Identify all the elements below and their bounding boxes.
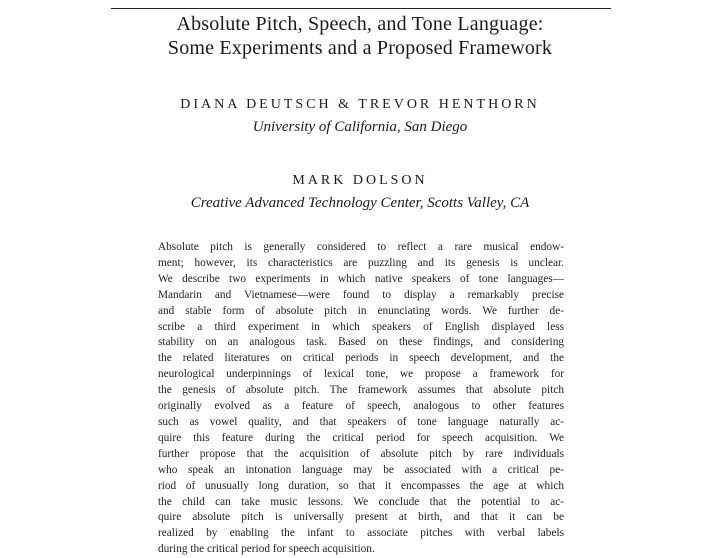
abstract-line: quire this feature during the critical period for speech acquisition. We bbox=[158, 431, 564, 444]
abstract-line: stability on an analogous task. Based on these findings, and considering bbox=[158, 336, 564, 349]
abstract-line: such as vowel quality, and that speakers of tone language naturally ac- bbox=[158, 415, 564, 428]
top-rule-divider bbox=[111, 8, 611, 9]
abstract-line: realized by enabling the infant to associate pitches with verbal labels bbox=[158, 527, 564, 540]
abstract-line: scribe a third experiment in which speakers of English displayed less bbox=[158, 320, 564, 333]
abstract-line: originally evolved as a feature of speech, analogous to other features bbox=[158, 400, 564, 413]
abstract bbox=[158, 240, 564, 558]
abstract-line: Absolute pitch is generally considered to reflect a rare musical endow- bbox=[158, 241, 564, 253]
author-affiliation-2: Creative Advanced Technology Center, Scotts Valley, CA bbox=[190, 195, 530, 211]
abstract-line: who speak an intonation language may be associated with a critical pe- bbox=[158, 463, 564, 476]
abstract-line: We describe two experiments in which native speakers of tone languages— bbox=[158, 272, 564, 285]
abstract-line: ment; however, its characteristics are puzzling and its genesis is unclear. bbox=[158, 256, 564, 269]
abstract-line: quire absolute pitch is universally present at birth, and that it can be bbox=[158, 511, 564, 524]
abstract-line: the related literatures on critical periods in speech development, and the bbox=[158, 352, 564, 365]
abstract-line: further propose that the acquisition of absolute pitch by rare individuals bbox=[158, 447, 564, 460]
author-affiliation-1: University of California, San Diego bbox=[252, 119, 468, 135]
author-names-2: MARK DOLSON bbox=[292, 173, 428, 188]
abstract-line: neurological underpinnings of lexical tone, we propose a framework for bbox=[158, 368, 564, 381]
paper-title-line-2: Some Experiments and a Proposed Framework bbox=[167, 37, 553, 59]
abstract-line: during the critical period for speech acquisition. bbox=[158, 543, 375, 556]
author-names-1: DIANA DEUTSCH & TREVOR HENTHORN bbox=[180, 97, 540, 112]
abstract-line: the genesis of absolute pitch. The framework assumes that absolute pitch bbox=[158, 384, 564, 397]
paper-title-line-1: Absolute Pitch, Speech, and Tone Language: bbox=[176, 13, 544, 35]
abstract-line: Mandarin and Vietnamese—were found to display a remarkably precise bbox=[158, 288, 564, 301]
abstract-line: riod of unusually long duration, so that it encompasses the age at which bbox=[158, 479, 564, 492]
abstract-line: the child can take music lessons. We conclude that the potential to ac- bbox=[158, 495, 564, 508]
abstract-line: and stable form of absolute pitch in enunciating words. We further de- bbox=[158, 304, 564, 317]
